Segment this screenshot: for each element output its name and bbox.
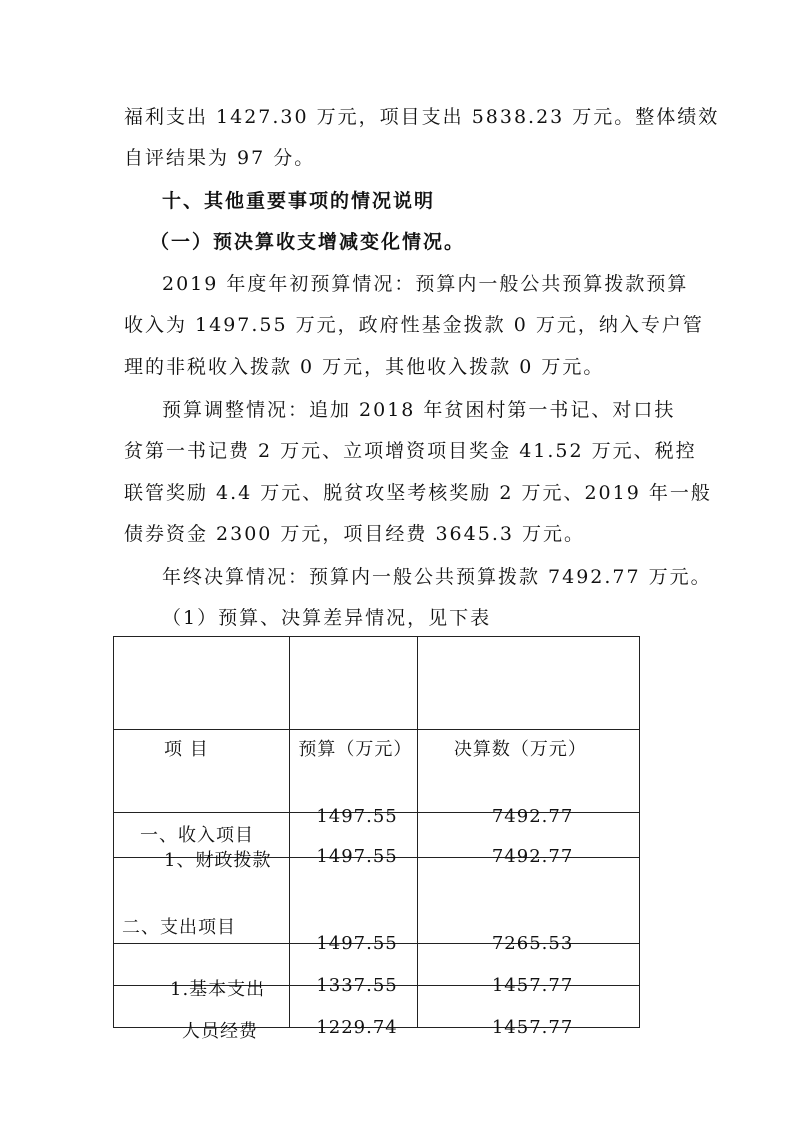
paragraph-line: 自评结果为 97 分。 [124,147,316,169]
row-budget: 1337.55 [316,974,398,996]
paragraph-line: 贫第一书记费 2 万元、立项增资项目奖金 41.52 万元、税控 [124,440,697,462]
paragraph-line: 福利支出 1427.30 万元，项目支出 5838.23 万元。整体绩效 [124,106,720,128]
row-budget: 1497.55 [316,806,398,827]
row-final: 7265.53 [491,932,574,954]
paragraph-line: （1）预算、决算差异情况，见下表 [162,607,492,629]
row-item: 1.基本支出 [170,978,266,1000]
header-budget: 预算（万元） [298,739,413,760]
row-item: 人员经费 [182,1020,258,1042]
budget-final-table [113,636,640,1042]
section-heading: 十、其他重要事项的情况说明 [162,190,436,212]
row-final: 1457.77 [491,974,574,996]
row-final: 7492.77 [491,806,574,827]
subsection-heading: （一）预决算收支增减变化情况。 [150,231,466,253]
row-item: 1、财政拨款 [164,850,272,871]
row-item: 一、收入项目 [140,825,254,846]
paragraph-line: 联管奖励 4.4 万元、脱贫攻坚考核奖励 2 万元、2019 年一般 [124,482,712,504]
paragraph-line: 债券资金 2300 万元，项目经费 3645.3 万元。 [124,523,585,545]
row-final: 7492.77 [491,846,574,867]
table-header-row [114,637,640,730]
paragraph-line: 年终决算情况：预算内一般公共预算拨款 7492.77 万元。 [162,566,712,588]
paragraph-line: 2019 年度年初预算情况：预算内一般公共预算拨款预算 [162,273,689,295]
row-final: 1457.77 [491,1016,574,1038]
paragraph-line: 收入为 1497.55 万元，政府性基金拨款 0 万元，纳入专户管 [124,314,704,336]
paragraph-line: 预算调整情况：追加 2018 年贫困村第一书记、对口扶 [162,399,676,421]
header-item: 项 目 [164,739,209,760]
row-budget: 1229.74 [316,1016,398,1038]
paragraph-line: 理的非税收入拨款 0 万元，其他收入拨款 0 万元。 [124,356,605,378]
row-budget: 1497.55 [316,932,398,954]
row-budget: 1497.55 [316,846,398,867]
header-final: 决算数（万元） [453,739,587,760]
row-item: 二、支出项目 [122,916,236,938]
